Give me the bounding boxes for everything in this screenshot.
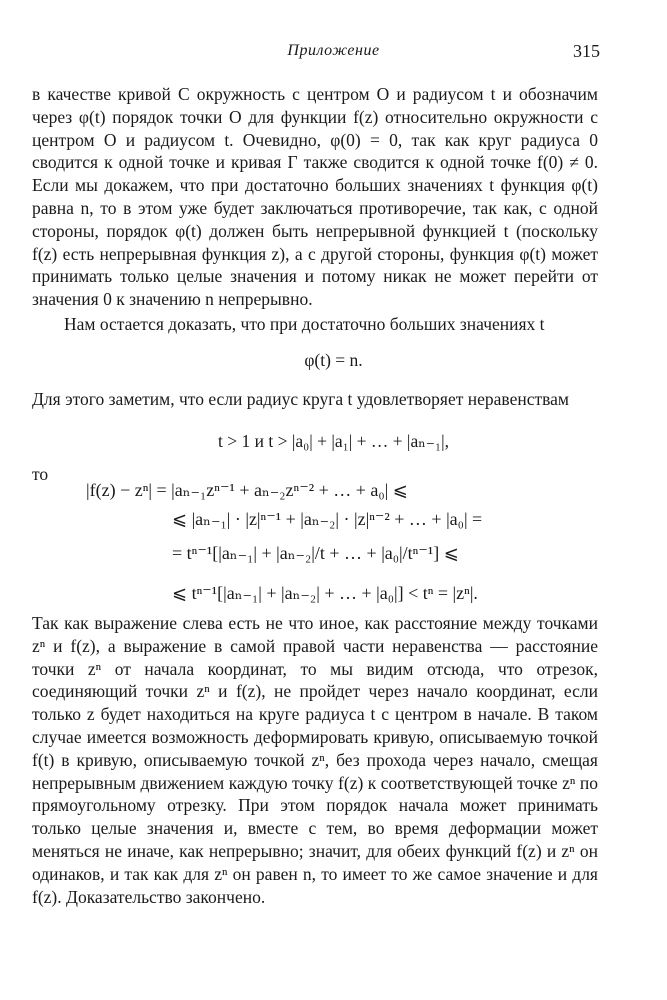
equation-line-1: |f(z) − zⁿ| = |aₙ₋₁zⁿ⁻¹ + aₙ₋₂zⁿ⁻² + … + a₀| ⩽ — [86, 480, 408, 500]
equation-line-4: ⩽ tⁿ⁻¹[|aₙ₋₁| + |aₙ₋₂| + … + |a₀|] < tⁿ = |zⁿ|. — [172, 583, 478, 603]
paragraph-3: Для этого заметим, что если радиус круга t удовлетворяет неравенствам — [32, 389, 569, 409]
running-header: Приложение — [287, 42, 380, 59]
equation-phi: φ(t) = n. — [304, 350, 363, 370]
paragraph-2: Нам остается доказать, что при достаточно больших значениях t — [64, 314, 545, 334]
paragraph-4: Так как выражение слева есть не что иное, как расстояние между точками zⁿ и f(z), а выражение в самой правой части неравенства — расстояние точки zⁿ от начала координат, то мы видим отсюда, что отрезок, соединяющий точки zⁿ и f(z), не пройдет через начало координат, если только z будет находиться на круге радиуса t с центром в начале. В таком случае имеется возможность деформировать кривую, описываемую точкой f(t) в кривую, описываемую точкой zⁿ, без прохода через начало, смещая непрерывным движением каждую точку f(z) к соответствующей точке zⁿ по прямоугольному отрезку. При этом порядок начала может принимать только целые значения и, вместе с тем, во время деформации может меняться не иначе, как непрерывно; значит, для обеих функций f(z) и zⁿ он одинаков, и так как для zⁿ он равен n, то имеет то же самое значение и для f(z). Доказательство закончено. — [32, 613, 598, 907]
equation-line-3: = tⁿ⁻¹[|aₙ₋₁| + |aₙ₋₂|/t + … + |a₀|/tⁿ⁻¹] ⩽ — [172, 543, 459, 563]
equation-condition: t > 1 и t > |a₀| + |a₁| + … + |aₙ₋₁|, — [218, 431, 449, 451]
page-number: 315 — [573, 41, 600, 61]
label-then: то — [32, 464, 49, 484]
paragraph-1: в качестве кривой C окружность с центром O и радиусом t и обозначим через φ(t) порядок точки O для функции f(z) относительно окружности с центром O и радиусом t. Очевидно, φ(0) = 0, так как круг радиуса 0 сводится к одной точке и кривая Γ также сводится к одной точке f(0) ≠ 0. Если мы докажем, что при достаточно больших значениях t функция φ(t) равна n, то в этом уже будет заключаться противоречие, так как, с одной стороны, порядок φ(t) должен быть непрерывной функцией t (поскольку f(z) есть непрерывная функция z), а с другой стороны, функция φ(t) может принимать только целые значения и потому никак не может перейти от значения 0 к значению n непрерывно. — [32, 84, 598, 310]
equation-line-2: ⩽ |aₙ₋₁| · |z|ⁿ⁻¹ + |aₙ₋₂| · |z|ⁿ⁻² + … + |a₀| = — [172, 509, 483, 529]
